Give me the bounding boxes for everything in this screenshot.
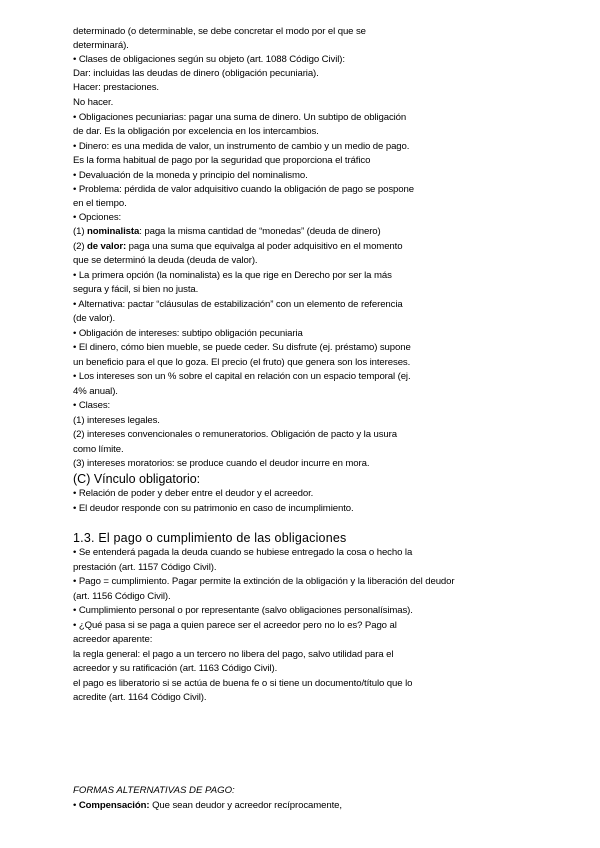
option-1-line (73, 225, 381, 239)
option-prefix: (1) (73, 226, 87, 237)
text-line: (de valor). (73, 313, 116, 324)
text-line: acredite (art. 1164 Código Civil). (73, 692, 207, 703)
text-line: No hacer. (73, 97, 114, 108)
option-term: nominalista (87, 226, 140, 237)
text-line: • Opciones: (73, 212, 122, 223)
text-line: • Relación de poder y deber entre el deudor y el acreedor. (73, 488, 314, 499)
text-line: determinará). (73, 40, 129, 51)
text-line: el pago es liberatorio si se actúa de buena fe o si tiene un documento/título que lo (73, 678, 413, 689)
text-line: (3) intereses moratorios: se produce cuando el deudor incurre en mora. (73, 458, 370, 469)
text-line: como límite. (73, 444, 124, 455)
text-line: segura y fácil, si bien no justa. (73, 284, 199, 295)
compensacion-line (73, 799, 342, 813)
text-line: en el tiempo. (73, 198, 127, 209)
text-line: • El dinero, cómo bien mueble, se puede ceder. Su disfrute (ej. préstamo) supone (73, 342, 411, 353)
subheading-vinculo: (C) Vínculo obligatorio: (73, 472, 201, 486)
text-line: que se determinó la deuda (deuda de valor). (73, 255, 258, 266)
text-line: • Dinero: es una medida de valor, un instrumento de cambio y un medio de pago. (73, 141, 410, 152)
text-line: 4% anual). (73, 386, 118, 397)
compensacion-text: Que sean deudor y acreedor recíprocamente, (149, 800, 342, 811)
text-line: • Problema: pérdida de valor adquisitivo cuando la obligación de pago se pospone (73, 184, 414, 195)
text-line: Dar: incluidas las deudas de dinero (obligación pecuniaria). (73, 68, 319, 79)
text-line: prestación (art. 1157 Código Civil). (73, 562, 217, 573)
option-text: : paga la misma cantidad de “monedas” (deuda de dinero) (139, 226, 381, 237)
text-line: Hacer: prestaciones. (73, 82, 159, 93)
text-line: • Alternativa: pactar “cláusulas de estabilización” con un elemento de referencia (73, 299, 403, 310)
text-line: • Obligación de intereses: subtipo obligación pecuniaria (73, 328, 303, 339)
option-2-line (73, 240, 402, 254)
text-line: • El deudor responde con su patrimonio en caso de incumplimiento. (73, 503, 354, 514)
text-line: Es la forma habitual de pago por la seguridad que proporciona el tráfico (73, 155, 371, 166)
text-line: • Cumplimiento personal o por representante (salvo obligaciones personalísimas). (73, 605, 413, 616)
text-line: • Clases: (73, 400, 111, 411)
text-line: un beneficio para el que lo goza. El precio (el fruto) que genera son los intereses. (73, 357, 411, 368)
compensacion-term: Compensación: (78, 800, 150, 811)
text-line: (2) intereses convencionales o remuneratorios. Obligación de pacto y la usura (73, 429, 397, 440)
text-line: • Los intereses son un % sobre el capital en relación con un espacio temporal (ej. (73, 371, 411, 382)
text-line: (art. 1156 Código Civil). (73, 591, 171, 602)
text-line: • Obligaciones pecuniarias: pagar una suma de dinero. Un subtipo de obligación (73, 112, 407, 123)
text-line: (1) intereses legales. (73, 415, 160, 426)
text-line: de dar. Es la obligación por excelencia en los intercambios. (73, 126, 319, 137)
text-line: • ¿Qué pasa si se paga a quien parece ser el acreedor pero no lo es? Pago al (73, 620, 397, 631)
option-prefix: (2) (73, 241, 87, 252)
option-term: de valor: (87, 241, 127, 252)
text-line: • Clases de obligaciones según su objeto (art. 1088 Código Civil): (73, 54, 345, 65)
section-heading: 1.3. El pago o cumplimiento de las obligaciones (73, 531, 347, 545)
text-line: • Pago = cumplimiento. Pagar permite la extinción de la obligación y la liberación del deudor (73, 576, 455, 587)
text-line: acreedor y su ratificación (art. 1163 Código Civil). (73, 663, 278, 674)
formas-heading: FORMAS ALTERNATIVAS DE PAGO: (73, 785, 235, 796)
text-line: • La primera opción (la nominalista) es la que rige en Derecho por ser la más (73, 270, 392, 281)
text-line: acreedor aparente: (73, 634, 153, 645)
text-line: • Se entenderá pagada la deuda cuando se hubiese entregado la cosa o hecho la (73, 547, 413, 558)
bullet: • (73, 800, 79, 811)
option-text: paga una suma que equivalga al poder adquisitivo en el momento (126, 241, 403, 252)
text-line: determinado (o determinable, se debe concretar el modo por el que se (73, 26, 366, 37)
text-line: • Devaluación de la moneda y principio del nominalismo. (73, 170, 308, 181)
text-line: la regla general: el pago a un tercero no libera del pago, salvo utilidad para el (73, 649, 394, 660)
